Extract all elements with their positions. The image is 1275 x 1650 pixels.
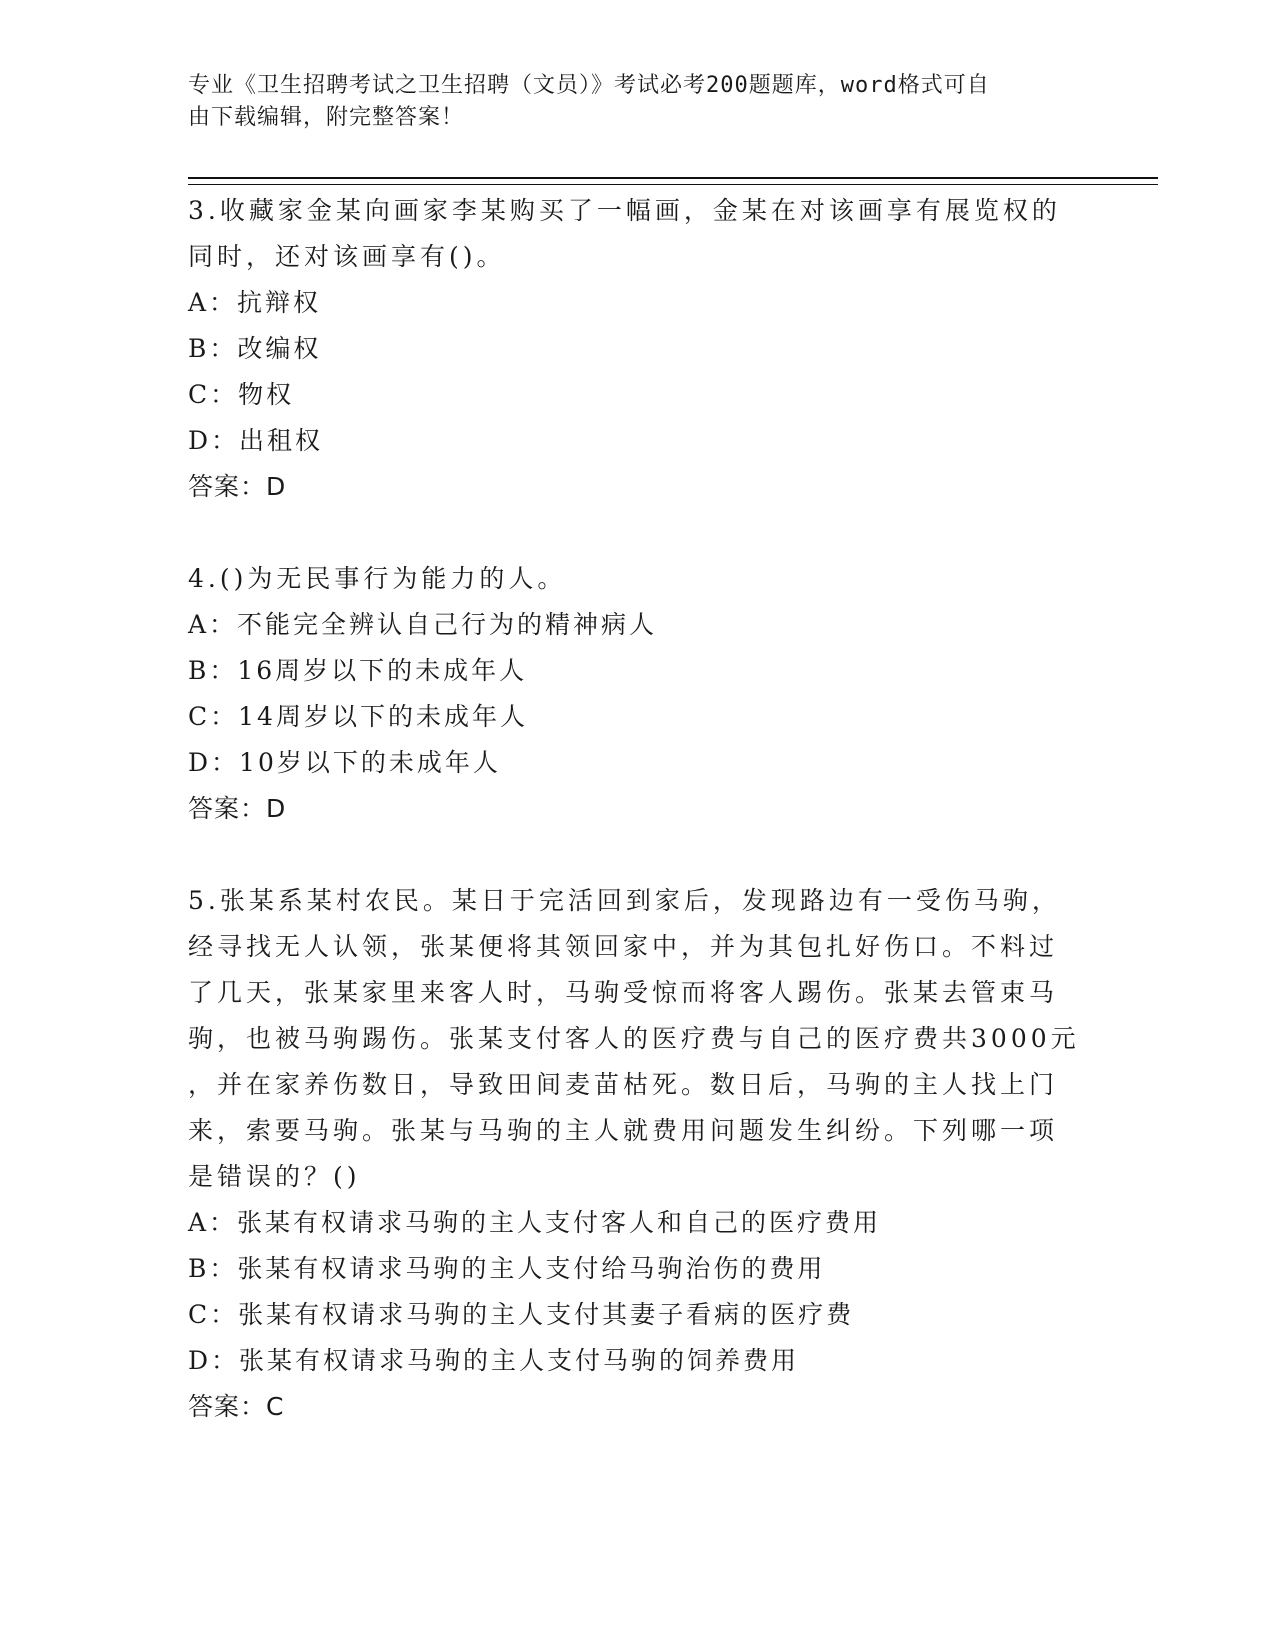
question-spacer: [188, 510, 1088, 556]
stem-line: 是错误的？(): [188, 1162, 361, 1191]
answer-label: 答案：D: [188, 472, 287, 501]
document-header: [188, 70, 1068, 134]
header-line-1: 专业《卫生招聘考试之卫生招聘（文员）》考试必考200题题库，word格式可自: [188, 73, 990, 98]
stem-line: ，并在家养伤数日，导致田间麦苗枯死。数日后，马驹的主人找上门: [188, 1070, 1059, 1099]
option-a: A：抗辩权: [188, 288, 322, 317]
question-stem: [188, 556, 1088, 602]
question-spacer: [188, 832, 1088, 878]
question-stem: [188, 878, 1088, 1200]
question-5: [188, 878, 1088, 1430]
option-b: B：张某有权请求马驹的主人支付给马驹治伤的费用: [188, 1254, 826, 1283]
option-c: C：14周岁以下的未成年人: [188, 702, 528, 731]
header-line-2: 由下载编辑，附完整答案！: [188, 105, 465, 130]
answer-label: 答案：D: [188, 794, 287, 823]
stem-line: 同时，还对该画享有()。: [188, 242, 506, 271]
option-c: C：张某有权请求马驹的主人支付其妻子看病的医疗费: [188, 1300, 855, 1329]
option-d: D：张某有权请求马驹的主人支付马驹的饲养费用: [188, 1346, 800, 1375]
option-b: B：改编权: [188, 334, 322, 363]
option-a: A：不能完全辨认自己行为的精神病人: [188, 610, 658, 639]
answer-label: 答案：C: [188, 1392, 285, 1421]
header-divider-thick: [188, 177, 1158, 179]
option-d: D：出租权: [188, 426, 324, 455]
stem-line: 5.张某系某村农民。某日于完活回到家后，发现路边有一受伤马驹，: [188, 886, 1061, 915]
option-a: A：张某有权请求马驹的主人支付客人和自己的医疗费用: [188, 1208, 882, 1237]
question-4: [188, 556, 1088, 832]
question-list: [188, 188, 1088, 1430]
header-divider-thin: [188, 184, 1158, 185]
stem-line: 经寻找无人认领，张某便将其领回家中，并为其包扎好伤口。不料过: [188, 932, 1059, 961]
stem-line: 3.收藏家金某向画家李某购买了一幅画，金某在对该画享有展览权的: [188, 196, 1061, 225]
question-3: [188, 188, 1088, 510]
stem-line: 来，索要马驹。张某与马驹的主人就费用问题发生纠纷。下列哪一项: [188, 1116, 1059, 1145]
option-d: D：10岁以下的未成年人: [188, 748, 501, 777]
option-b: B：16周岁以下的未成年人: [188, 656, 528, 685]
stem-line: 4.()为无民事行为能力的人。: [188, 564, 567, 593]
option-c: C：物权: [188, 380, 295, 409]
question-stem: [188, 188, 1088, 280]
stem-line: 驹，也被马驹踢伤。张某支付客人的医疗费与自己的医疗费共3000元: [188, 1024, 1080, 1053]
stem-line: 了几天，张某家里来客人时，马驹受惊而将客人踢伤。张某去管束马: [188, 978, 1059, 1007]
